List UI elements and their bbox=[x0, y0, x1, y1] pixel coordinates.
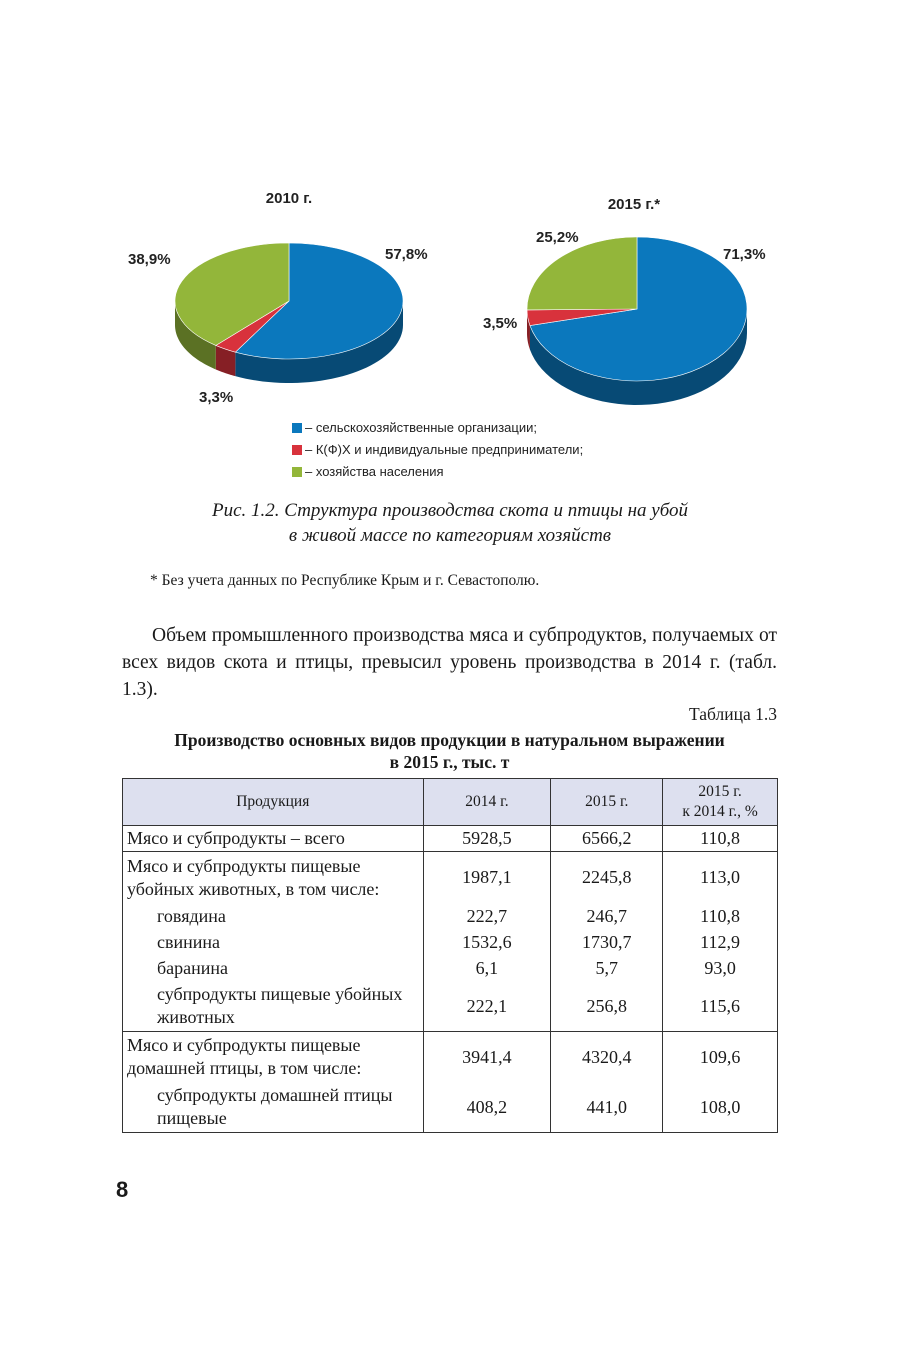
header-2015: 2015 г. bbox=[551, 779, 663, 826]
header-ratio-line2: к 2014 г., % bbox=[682, 803, 758, 820]
body-paragraph: Объем промышленного производства мяса и субпродуктов, получаемых от всех видов скота и птицы, превысил уровень производства в 2014 г. (табл. 1.3). bbox=[122, 625, 777, 700]
figure-caption-line1: Рис. 1.2. Структура производства скота и птицы на убой bbox=[211, 500, 689, 521]
data-label-2010-household: 38,9% bbox=[128, 251, 171, 268]
row-pct: 93,0 bbox=[663, 955, 778, 981]
row-name: свинина bbox=[123, 929, 424, 955]
data-label-2015-agri: 71,3% bbox=[723, 246, 766, 263]
header-2014: 2014 г. bbox=[423, 779, 551, 826]
legend-swatch-household bbox=[292, 467, 302, 477]
table-row bbox=[123, 826, 778, 852]
data-label-2010-agri: 57,8% bbox=[385, 246, 428, 263]
table-header-row bbox=[123, 779, 778, 826]
pie-charts-figure bbox=[0, 0, 900, 490]
table-number: Таблица 1.3 bbox=[689, 704, 777, 724]
row-name: Мясо и субпродукты – всего bbox=[123, 826, 424, 852]
row-value-2014: 408,2 bbox=[423, 1082, 551, 1133]
data-label-2015-farm: 3,5% bbox=[483, 315, 518, 332]
pie-chart-2015 bbox=[527, 237, 747, 405]
legend-swatch-agri bbox=[292, 423, 302, 433]
header-ratio-line1: 2015 г. bbox=[698, 783, 742, 800]
production-table bbox=[122, 778, 778, 1133]
row-name: субпродукты домашней птицы пищевые bbox=[123, 1082, 424, 1133]
legend-swatch-farm bbox=[292, 445, 302, 455]
row-pct: 110,8 bbox=[663, 903, 778, 929]
row-name: Мясо и субпродукты пищевые домашней птицы, в том числе: bbox=[123, 1032, 424, 1083]
row-value-2015: 6566,2 bbox=[551, 826, 663, 852]
table-row bbox=[123, 981, 778, 1032]
row-name: Мясо и субпродукты пищевые убойных животных, в том числе: bbox=[123, 852, 424, 904]
pie-chart-2010 bbox=[175, 243, 403, 383]
row-value-2014: 1532,6 bbox=[423, 929, 551, 955]
legend-label-farm: – К(Ф)Х и индивидуальные предприниматели; bbox=[305, 442, 584, 457]
chart-title-2010: 2010 г. bbox=[265, 190, 313, 207]
figure-caption bbox=[0, 498, 900, 548]
table-title-line1: Производство основных видов продукции в натуральном выражении bbox=[174, 730, 725, 750]
chart-legend bbox=[292, 420, 583, 479]
header-product: Продукция bbox=[123, 779, 424, 826]
table-row bbox=[123, 852, 778, 904]
footnote: * Без учета данных по Республике Крым и г. Севастополю. bbox=[150, 572, 540, 589]
row-pct: 110,8 bbox=[663, 826, 778, 852]
row-value-2014: 6,1 bbox=[423, 955, 551, 981]
row-value-2015: 5,7 bbox=[551, 955, 663, 981]
row-name: субпродукты пищевые убойных животных bbox=[123, 981, 424, 1032]
row-pct: 115,6 bbox=[663, 981, 778, 1032]
row-pct: 113,0 bbox=[663, 852, 778, 904]
row-value-2014: 222,7 bbox=[423, 903, 551, 929]
row-pct: 109,6 bbox=[663, 1032, 778, 1083]
row-value-2014: 1987,1 bbox=[423, 852, 551, 904]
chart-title-2015: 2015 г.* bbox=[607, 196, 661, 213]
legend-label-agri: – сельскохозяйственные организации; bbox=[305, 420, 537, 435]
row-value-2014: 3941,4 bbox=[423, 1032, 551, 1083]
row-value-2015: 441,0 bbox=[551, 1082, 663, 1133]
row-value-2015: 2245,8 bbox=[551, 852, 663, 904]
row-name: говядина bbox=[123, 903, 424, 929]
table-row bbox=[123, 955, 778, 981]
row-value-2015: 4320,4 bbox=[551, 1032, 663, 1083]
table-title-line2: в 2015 г., тыс. т bbox=[389, 752, 510, 772]
data-label-2015-household: 25,2% bbox=[536, 229, 579, 246]
page-number: 8 bbox=[116, 1177, 129, 1202]
row-value-2015: 1730,7 bbox=[551, 929, 663, 955]
table-row bbox=[123, 903, 778, 929]
legend-label-household: – хозяйства населения bbox=[305, 464, 444, 479]
row-value-2015: 246,7 bbox=[551, 903, 663, 929]
table-title bbox=[122, 729, 777, 773]
pie-slice-2015-household bbox=[527, 237, 637, 310]
row-value-2015: 256,8 bbox=[551, 981, 663, 1032]
table-row bbox=[123, 1032, 778, 1083]
row-value-2014: 222,1 bbox=[423, 981, 551, 1032]
table-row bbox=[123, 929, 778, 955]
figure-caption-line2: в живой массе по категориям хозяйств bbox=[288, 525, 612, 546]
row-name: баранина bbox=[123, 955, 424, 981]
data-label-2010-farm: 3,3% bbox=[199, 389, 234, 406]
row-pct: 112,9 bbox=[663, 929, 778, 955]
row-value-2014: 5928,5 bbox=[423, 826, 551, 852]
row-pct: 108,0 bbox=[663, 1082, 778, 1133]
header-ratio bbox=[663, 779, 778, 826]
table-row bbox=[123, 1082, 778, 1133]
